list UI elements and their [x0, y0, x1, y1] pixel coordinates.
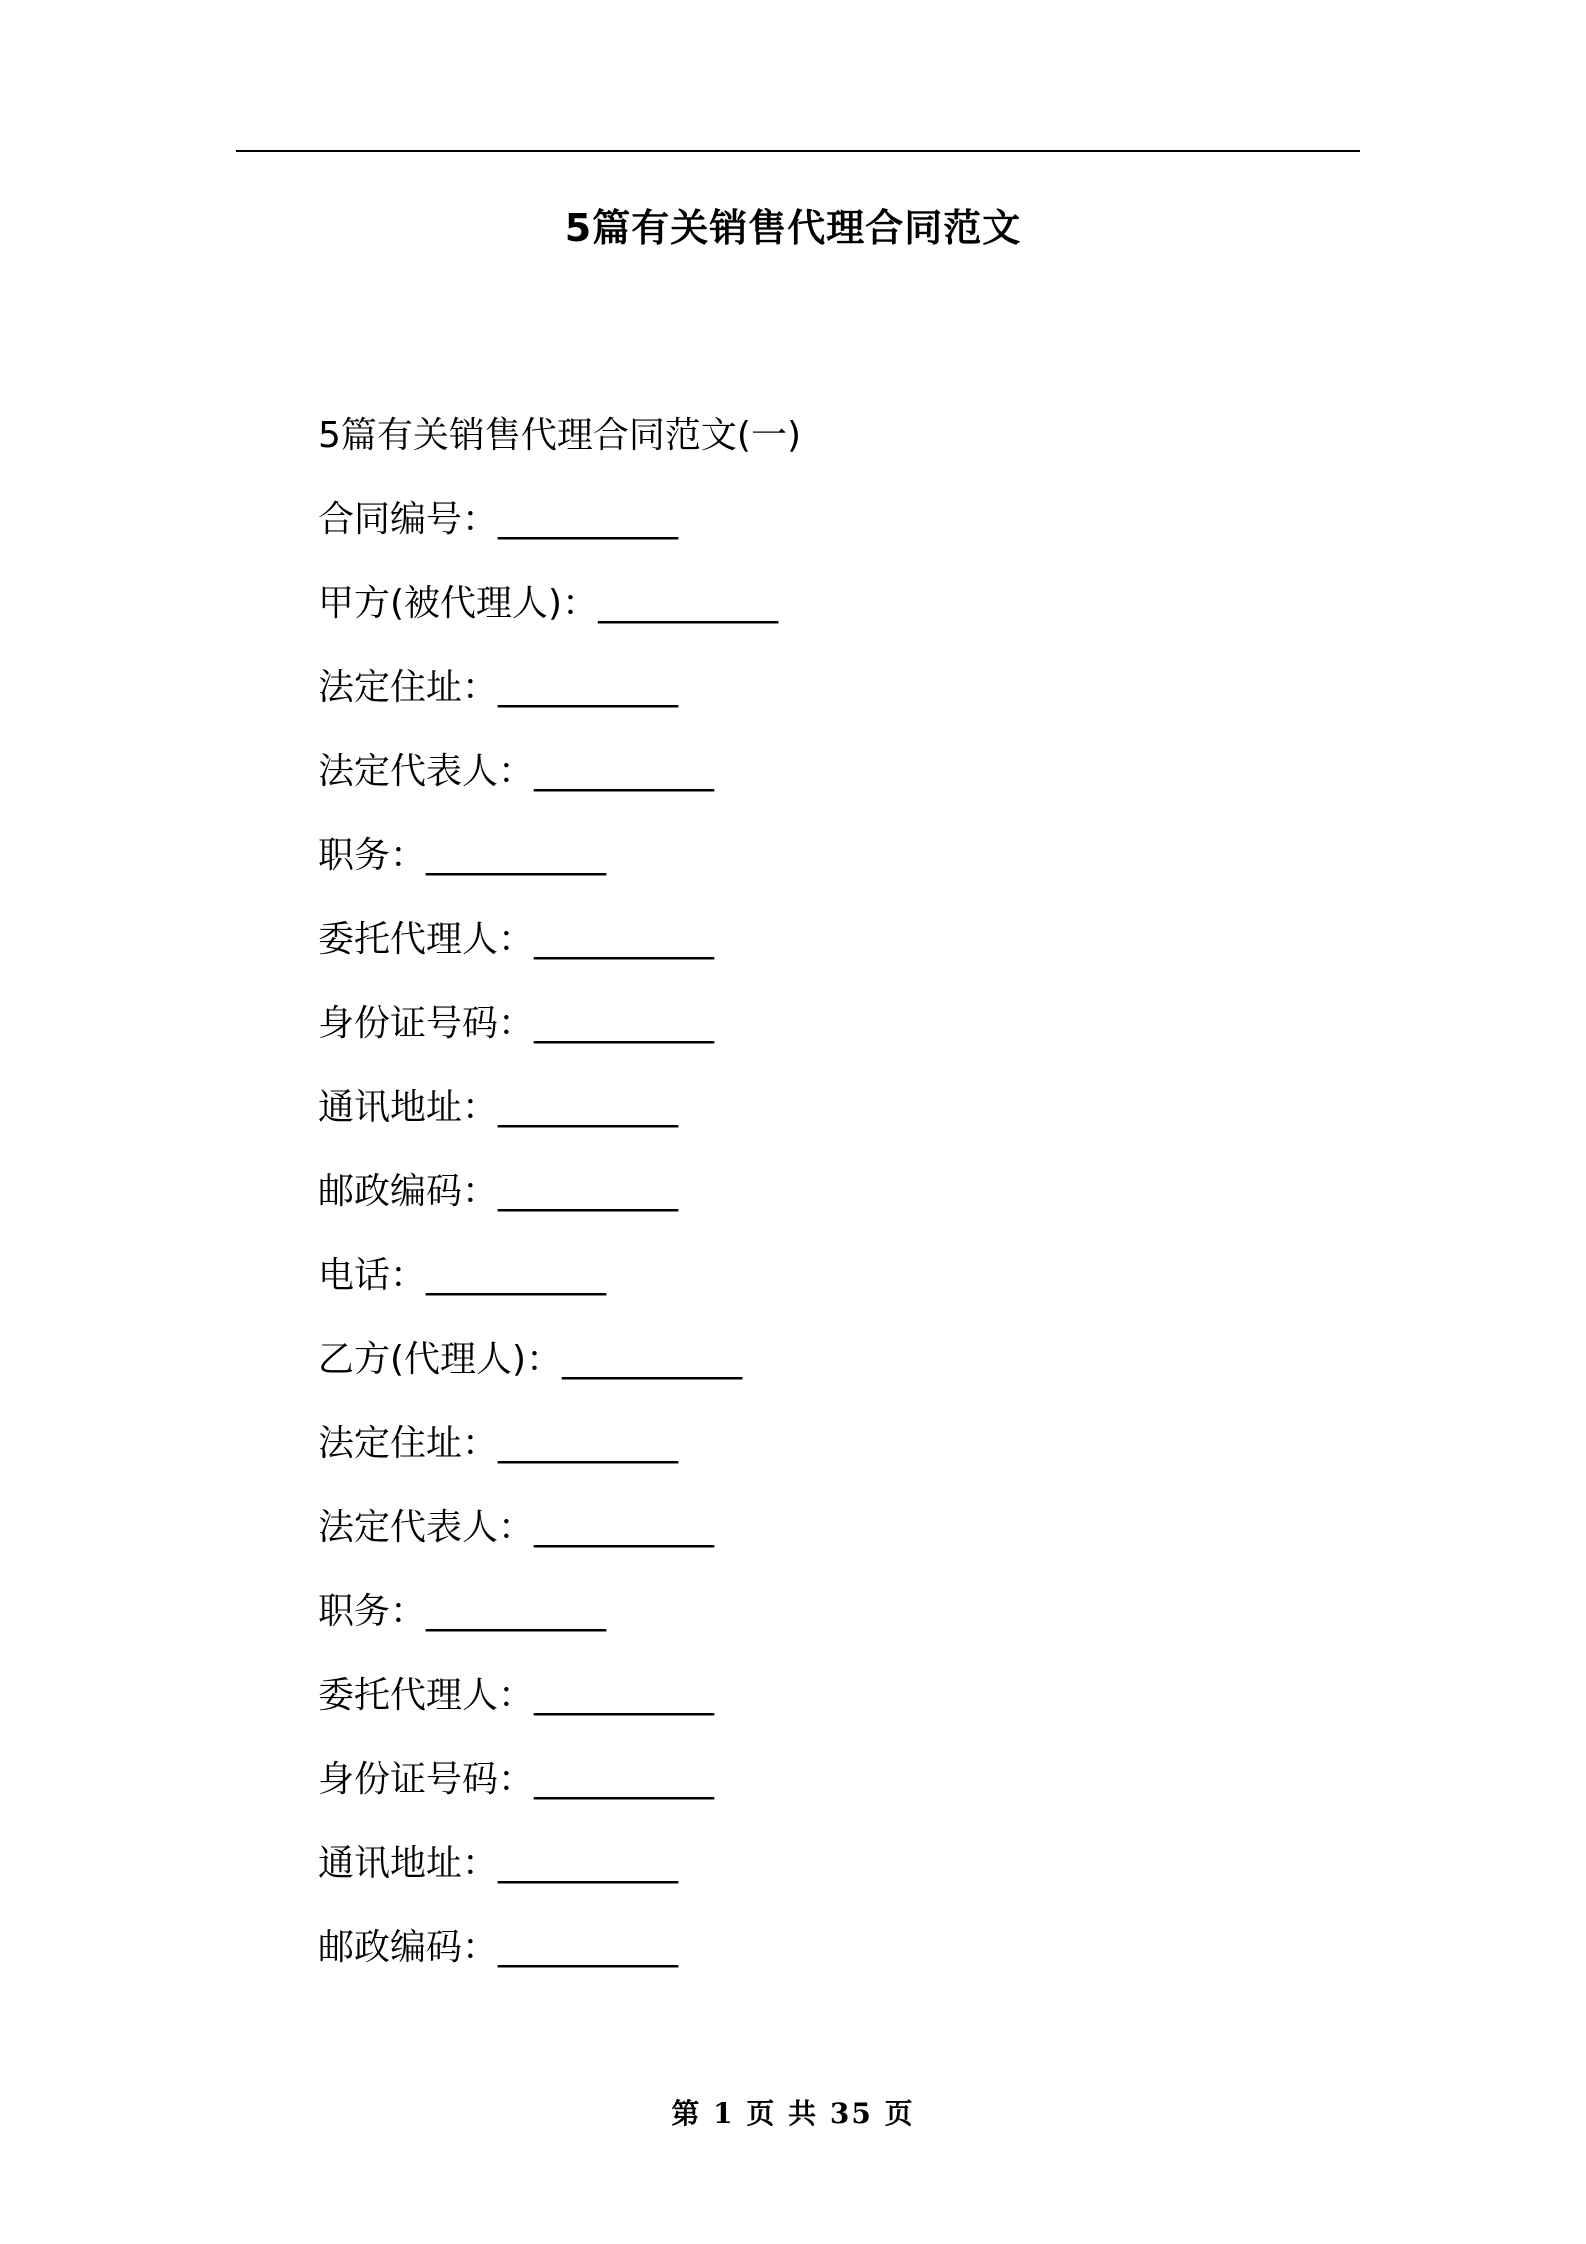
- page-footer: 第 1 页 共 35 页: [671, 2097, 915, 2130]
- field-party-b-mailing-address: 通讯地址：__________: [318, 1843, 679, 1884]
- field-party-a-position: 职务：__________: [318, 835, 607, 876]
- field-party-a: 甲方(被代理人)：__________: [318, 583, 779, 624]
- field-party-a-id-number: 身份证号码：__________: [318, 1003, 715, 1044]
- field-party-b-agent: 委托代理人：__________: [318, 1675, 715, 1716]
- field-party-b-postal-code: 邮政编码：__________: [318, 1927, 679, 1968]
- field-contract-number: 合同编号：__________: [318, 499, 679, 540]
- field-party-b-address: 法定住址：__________: [318, 1423, 679, 1464]
- field-party-a-legal-rep: 法定代表人：__________: [318, 751, 715, 792]
- field-party-a-address: 法定住址：__________: [318, 667, 679, 708]
- field-party-a-mailing-address: 通讯地址：__________: [318, 1087, 679, 1128]
- header-rule: [236, 150, 1360, 152]
- field-party-a-postal-code: 邮政编码：__________: [318, 1171, 679, 1212]
- document-title: 5篇有关销售代理合同范文: [564, 206, 1022, 250]
- field-party-a-phone: 电话：__________: [318, 1255, 607, 1296]
- field-party-b-position: 职务：__________: [318, 1591, 607, 1632]
- field-party-a-agent: 委托代理人：__________: [318, 919, 715, 960]
- field-party-b: 乙方(代理人)：__________: [318, 1339, 743, 1380]
- field-party-b-legal-rep: 法定代表人：__________: [318, 1507, 715, 1548]
- document-body: [318, 408, 1358, 2004]
- field-party-b-id-number: 身份证号码：__________: [318, 1759, 715, 1800]
- section-heading: 5篇有关销售代理合同范文(一): [318, 415, 801, 456]
